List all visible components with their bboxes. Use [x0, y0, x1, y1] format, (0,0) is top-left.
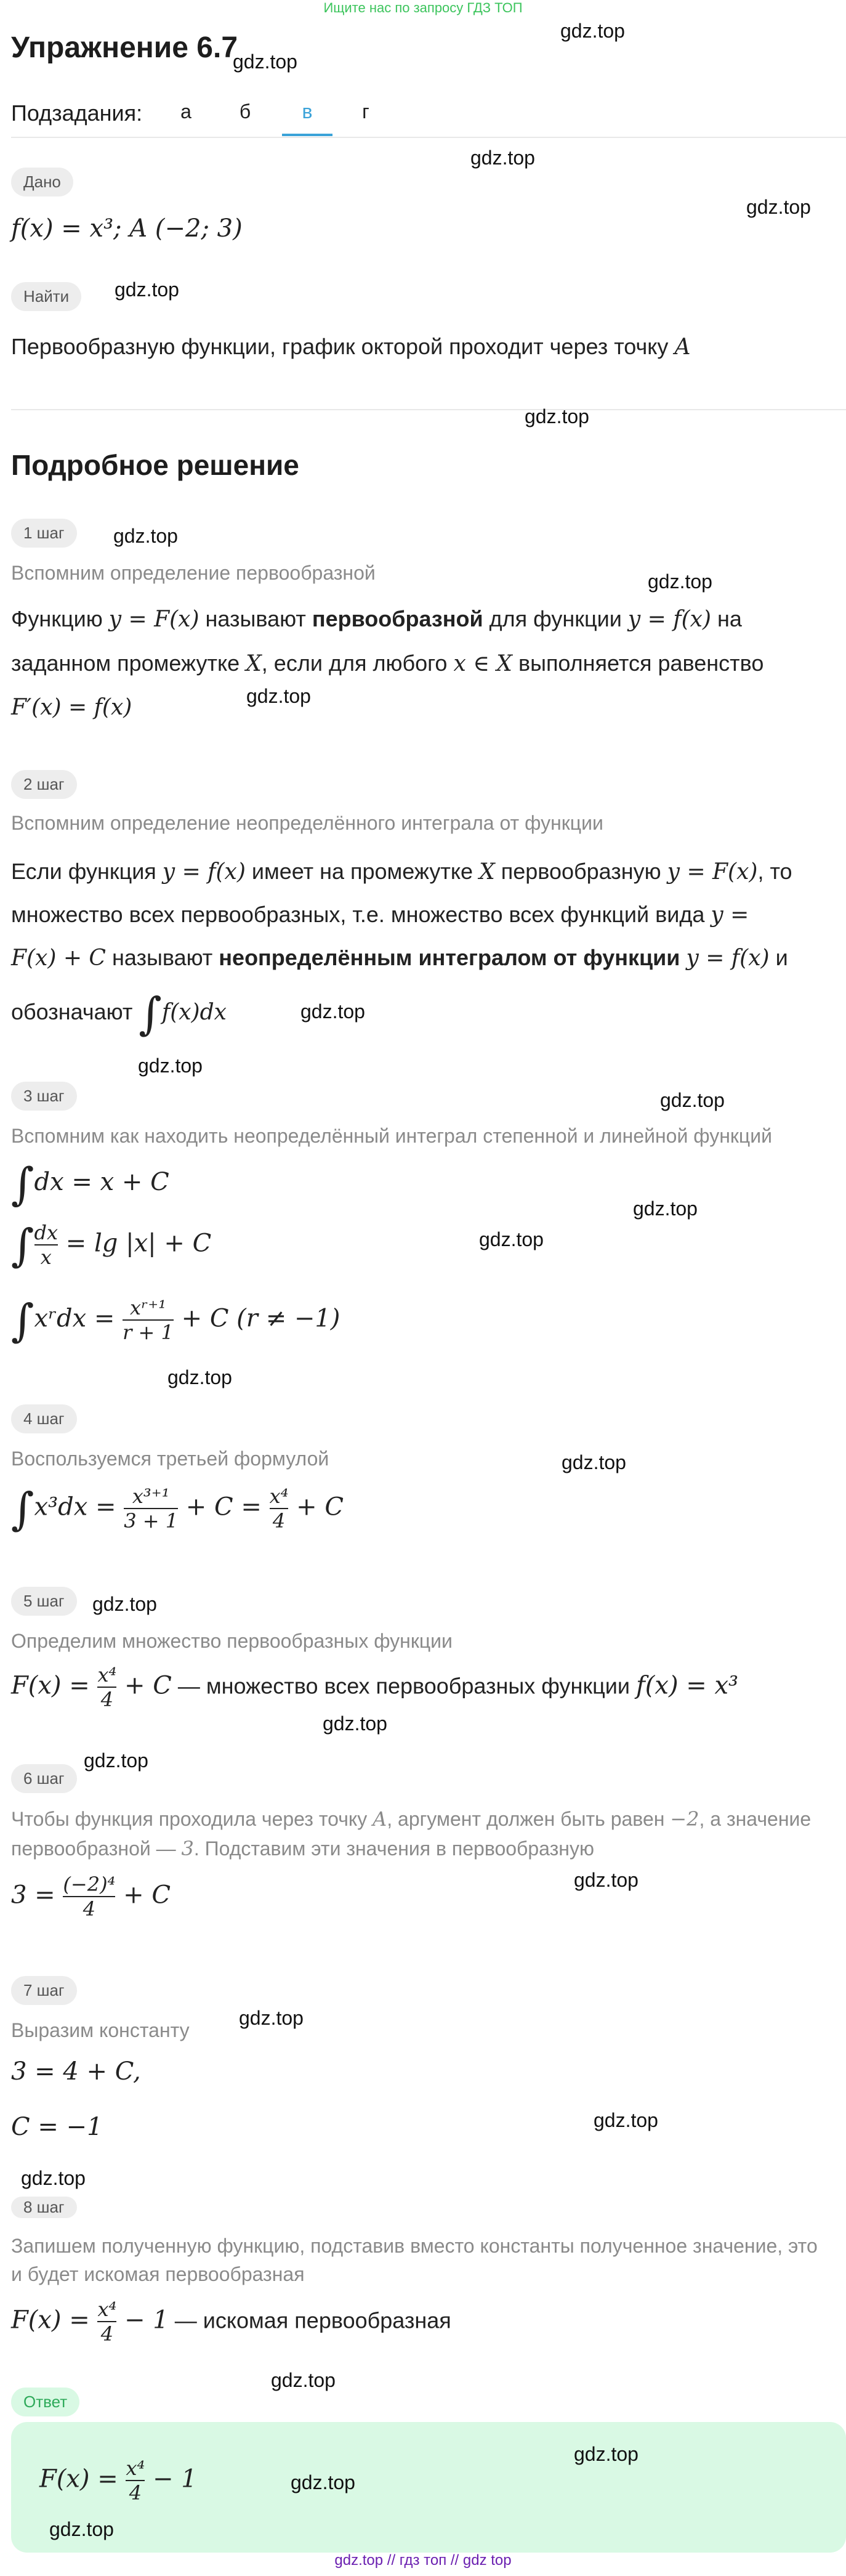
given-formula: f(x) = x³; A (−2; 3)	[11, 214, 243, 243]
fraction: $\frac{\text{x³⁺¹}}{3 + 1}$	[124, 1484, 179, 1533]
page-title: Упражнение 6.7	[11, 31, 238, 64]
watermark: gdz.top	[594, 2109, 658, 2131]
step-text-line: заданном промежутке X, если для любого x ∈ X выполняется равенство	[11, 650, 764, 676]
integral-sign: ∫	[11, 1294, 34, 1347]
step-text-line: Если функция y = f(x) имеет на промежутке X первообразную y = F(x), то	[11, 859, 792, 885]
step-pill: 5 шаг	[11, 1587, 77, 1616]
integral-sign: ∫	[11, 1219, 34, 1271]
step-formula: F(x) = $\frac{\text{x⁴}}{4}$ − 1 — искомая первообразная	[11, 2298, 451, 2346]
step-formula: F(x) = $\frac{\text{x⁴}}{4}$ + C — множество всех первообразных функции f(x) = x³	[11, 1663, 739, 1712]
step-pill: 8 шаг	[11, 2197, 77, 2218]
answer-pill: Ответ	[11, 2388, 79, 2416]
watermark: gdz.top	[233, 51, 297, 73]
integral-sign: ∫	[11, 1483, 34, 1535]
step-text-line: Чтобы функция проходила через точку A, аргумент должен быть равен −2, а значение	[11, 1807, 812, 1831]
watermark: gdz.top	[113, 525, 178, 547]
find-pill: Найти	[11, 282, 81, 311]
step-formula: C = −1	[11, 2113, 103, 2141]
step-subtitle: Вспомним определение первообразной	[11, 562, 376, 584]
step-pill: 6 шаг	[11, 1764, 77, 1793]
footer-links[interactable]: gdz.top // гдз топ // gdz top	[334, 2552, 512, 2569]
fraction: $\frac{\text{x⁴}}{4}$	[126, 2457, 145, 2505]
watermark: gdz.top	[84, 1749, 148, 1772]
step-text-line: Функцию y = F(x) называют первообразной для функции y = f(x) на	[11, 606, 742, 632]
watermark: gdz.top	[470, 147, 535, 169]
step-pill: 4 шаг	[11, 1404, 77, 1433]
fraction: $\frac{\text{xʳ⁺¹}}{r + 1}$	[123, 1296, 174, 1345]
watermark: gdz.top	[21, 2167, 86, 2189]
step-text-line: множество всех первообразных, т.е. множество всех функций вида y =	[11, 902, 749, 928]
step-formula: 3 = 4 + C,	[11, 2057, 141, 2086]
watermark: gdz.top	[560, 20, 625, 42]
fraction: $\frac{dx}{x}$	[34, 1221, 58, 1270]
step-subtitle: Воспользуемся третьей формулой	[11, 1448, 329, 1470]
step-pill: 3 шаг	[11, 1082, 77, 1111]
step-formula: F′(x) = f(x)	[11, 695, 132, 720]
step-pill: 7 шаг	[11, 1976, 77, 2005]
step-text-line: и будет искомая первообразная	[11, 2263, 305, 2285]
solution-title: Подробное решение	[11, 449, 299, 481]
watermark: gdz.top	[574, 2443, 639, 2465]
find-text: Первообразную функции, график окторой проходит через точку A	[11, 334, 691, 360]
step-subtitle: Вспомним определение неопределённого интеграла от функции	[11, 812, 603, 834]
watermark: gdz.top	[246, 685, 311, 707]
fraction: $\frac{\text{x⁴}}{4}$	[97, 1663, 117, 1712]
watermark: gdz.top	[323, 1712, 387, 1735]
step-pill: 1 шаг	[11, 519, 77, 548]
watermark: gdz.top	[562, 1451, 626, 1473]
step-subtitle: Выразим константу	[11, 2019, 190, 2041]
watermark: gdz.top	[660, 1089, 725, 1111]
step-formula: ∫xʳdx = $\frac{\text{xʳ⁺¹}}{r + 1}$ + C (r ≠ −1)	[11, 1294, 340, 1347]
watermark: gdz.top	[115, 278, 179, 301]
step-pill: 2 шаг	[11, 770, 77, 799]
watermark: gdz.top	[746, 196, 811, 218]
top-banner: Ищите нас по запросу ГДЗ ТОП	[323, 0, 523, 15]
watermark: gdz.top	[479, 1228, 544, 1250]
watermark: gdz.top	[574, 1869, 639, 1891]
active-tab-indicator	[282, 134, 332, 136]
watermark: gdz.top	[291, 2471, 355, 2493]
given-pill: Дано	[11, 168, 73, 196]
step-text-line: F(x) + C называют неопределённым интегралом от функции y = f(x) и	[11, 945, 788, 971]
fraction: $\frac{\text{x⁴}}{4}$	[97, 2298, 117, 2346]
step-text-line: обозначают ∫f(x)dx	[11, 987, 227, 1040]
watermark: gdz.top	[49, 2518, 114, 2540]
step-subtitle: Вспомним как находить неопределённый интеграл степенной и линейной функций	[11, 1125, 772, 1147]
step-formula: ∫ $\frac{dx}{x}$ = lg |x| + C	[11, 1219, 212, 1271]
divider	[11, 137, 846, 138]
subtasks-label: Подзадания:	[11, 100, 143, 126]
watermark: gdz.top	[92, 1593, 157, 1615]
tab-b[interactable]: б	[239, 100, 251, 123]
watermark: gdz.top	[648, 570, 712, 593]
fraction: $\frac{\text{x⁴}}{4}$	[269, 1484, 289, 1533]
watermark: gdz.top	[239, 2007, 304, 2029]
tab-v[interactable]: в	[302, 100, 313, 123]
step-text-line: первообразной — 3. Подставим эти значения в первообразную	[11, 1837, 594, 1860]
tab-a[interactable]: а	[180, 100, 191, 123]
fraction: $\frac{\text{(−2)⁴}}{4}$	[63, 1873, 116, 1921]
watermark: gdz.top	[300, 1000, 365, 1023]
step-subtitle: Определим множество первообразных функции	[11, 1630, 453, 1652]
watermark: gdz.top	[138, 1055, 203, 1077]
watermark: gdz.top	[167, 1366, 232, 1388]
answer-formula: F(x) = $\frac{\text{x⁴}}{4}$ − 1	[39, 2457, 197, 2505]
step-formula: 3 = $\frac{\text{(−2)⁴}}{4}$ + C	[11, 1873, 171, 1921]
watermark: gdz.top	[271, 2369, 336, 2391]
step-text-line: Запишем полученную функцию, подставив вместо константы полученное значение, это	[11, 2235, 818, 2257]
step-formula: ∫x³dx = $\frac{\text{x³⁺¹}}{3 + 1}$ + C = $\frac{\text{x⁴}}{4}$ + C	[11, 1483, 344, 1535]
step-formula: ∫dx = x + C	[11, 1158, 169, 1210]
tab-g[interactable]: г	[362, 100, 369, 123]
integral-sign: ∫	[139, 987, 162, 1040]
divider	[11, 409, 846, 410]
watermark: gdz.top	[525, 405, 589, 427]
watermark: gdz.top	[633, 1197, 698, 1220]
integral-sign: ∫	[11, 1158, 34, 1210]
